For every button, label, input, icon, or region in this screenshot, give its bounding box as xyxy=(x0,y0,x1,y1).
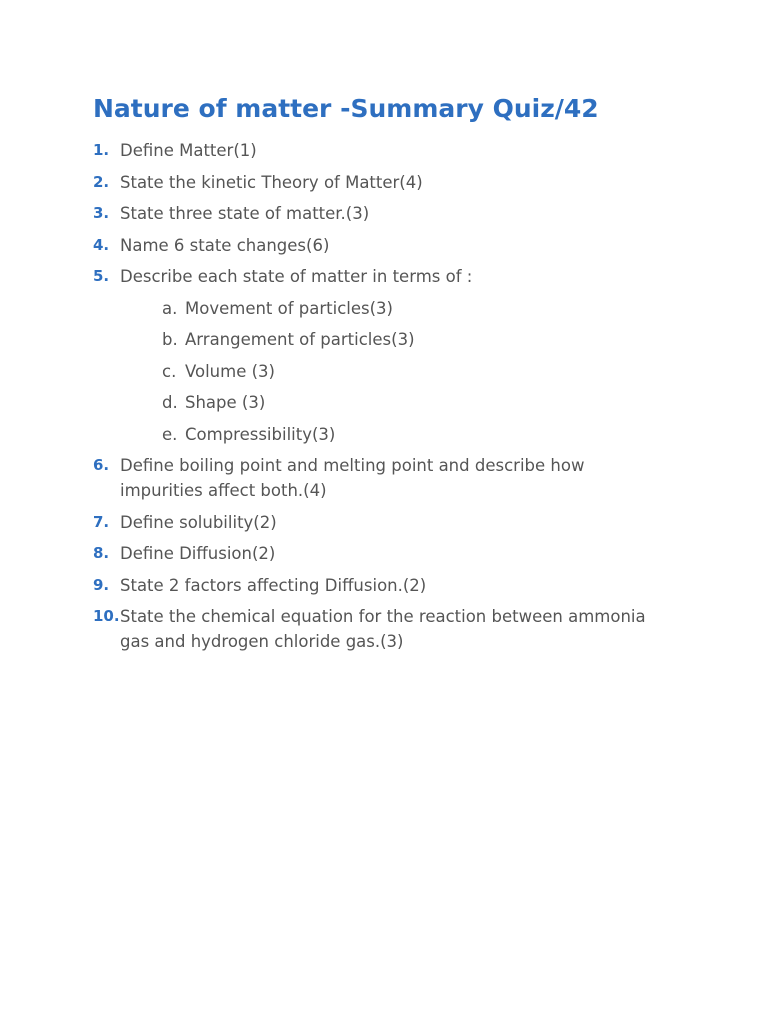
sub-question-list xyxy=(120,296,653,447)
question-item xyxy=(93,264,653,447)
question-number: 6. xyxy=(93,456,110,474)
question-item xyxy=(93,201,653,226)
sub-question-item xyxy=(120,296,653,321)
question-text: Name 6 state changes(6) xyxy=(120,235,330,255)
question-item xyxy=(93,170,653,195)
question-item xyxy=(93,573,653,598)
question-number: 3. xyxy=(93,204,110,222)
question-item xyxy=(93,453,653,503)
sub-question-letter: d. xyxy=(162,393,178,412)
sub-question-text: Volume (3) xyxy=(185,361,275,381)
question-number: 1. xyxy=(93,141,110,159)
sub-question-text: Shape (3) xyxy=(185,393,266,412)
question-text: State the kinetic Theory of Matter(4) xyxy=(120,172,423,192)
question-text: Define boiling point and melting point and describe how impurities affect both.(4) xyxy=(120,456,585,500)
question-item xyxy=(93,510,653,535)
question-text: Define solubility(2) xyxy=(120,512,277,532)
question-text: Define Matter(1) xyxy=(120,141,257,160)
question-number: 4. xyxy=(93,235,110,254)
question-item xyxy=(93,604,653,654)
sub-question-item xyxy=(120,422,653,447)
question-text: State the chemical equation for the reaction between ammonia gas and hydrogen chloride gas.(3) xyxy=(120,607,646,651)
sub-question-item xyxy=(120,327,653,352)
sub-question-letter: e. xyxy=(162,424,178,444)
sub-question-letter: a. xyxy=(162,298,178,318)
question-item xyxy=(93,233,653,258)
question-text: Describe each state of matter in terms of : xyxy=(120,267,473,286)
page-title: Nature of matter -Summary Quiz/42 xyxy=(93,94,599,123)
question-number: 2. xyxy=(93,172,110,191)
sub-question-text: Movement of particles(3) xyxy=(185,298,393,318)
sub-question-text: Arrangement of particles(3) xyxy=(185,330,415,349)
sub-question-text: Compressibility(3) xyxy=(185,424,336,444)
sub-question-item xyxy=(120,359,653,384)
sub-question-item xyxy=(120,390,653,415)
question-text: State 2 factors affecting Diffusion.(2) xyxy=(120,575,427,595)
question-text: State three state of matter.(3) xyxy=(120,204,370,223)
sub-question-letter: b. xyxy=(162,330,178,349)
question-item xyxy=(93,541,653,566)
question-item xyxy=(93,138,653,163)
question-number: 9. xyxy=(93,575,110,594)
question-number: 8. xyxy=(93,544,110,562)
question-text: Define Diffusion(2) xyxy=(120,544,276,563)
sub-question-letter: c. xyxy=(162,361,177,381)
question-number: 7. xyxy=(93,512,110,531)
question-list xyxy=(93,138,653,661)
question-number: 10. xyxy=(93,607,120,625)
question-number: 5. xyxy=(93,267,110,285)
